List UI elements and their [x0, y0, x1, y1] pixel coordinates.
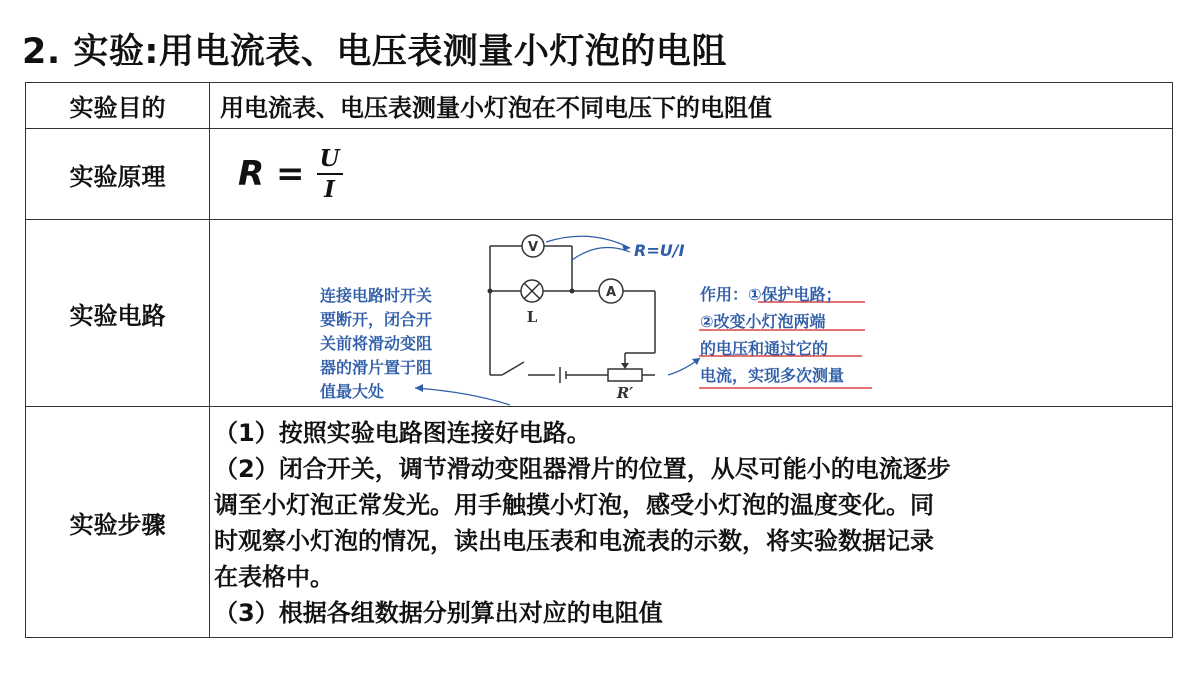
step-line: 在表格中。 — [214, 563, 334, 591]
function-note-line: 的电压和通过它的 — [700, 339, 829, 358]
table-row-principle — [26, 129, 1173, 220]
steps-text — [210, 407, 1172, 637]
steps-cell — [210, 407, 1173, 638]
rheostat-label: R′ — [616, 384, 634, 402]
slider-arrow — [621, 363, 629, 369]
page-title: 2. 实验:用电流表、电压表测量小灯泡的电阻 — [22, 32, 727, 72]
formula-lhs: R = — [238, 154, 305, 194]
experiment-table — [25, 82, 1173, 638]
step-line: （2）闭合开关，调节滑动变阻器滑片的位置，从尽可能小的电流逐步 — [214, 455, 951, 483]
wiring-note-line: 要断开，闭合开 — [320, 310, 433, 329]
row-label-circuit: 实验电路 — [26, 220, 210, 407]
purpose-cell — [210, 83, 1173, 129]
rheostat-function-note — [700, 281, 844, 389]
purpose-text: 用电流表、电压表测量小灯泡在不同电压下的电阻值 — [220, 94, 772, 122]
function-note-line: 作用：①保护电路； — [700, 285, 842, 304]
ammeter-label: A — [605, 285, 617, 300]
row-label-purpose: 实验目的 — [26, 83, 210, 129]
formula-fraction — [317, 146, 343, 202]
wiring-note-line: 连接电路时开关 — [320, 286, 433, 305]
function-note-line: 电流，实现多次测量 — [700, 366, 845, 385]
wiring-note-line: 关前将滑动变阻 — [320, 334, 433, 353]
formula-numerator: U — [317, 146, 343, 174]
step-line: 时观察小灯泡的情况，读出电压表和电流表的示数，将实验数据记录 — [214, 527, 934, 555]
step-line: （3）根据各组数据分别算出对应的电阻值 — [214, 599, 663, 627]
function-note-line: ②改变小灯泡两端 — [700, 312, 826, 331]
table-row-circuit — [26, 220, 1173, 407]
table-row-steps — [26, 407, 1173, 638]
voltmeter-label: V — [527, 240, 539, 255]
table-row-purpose — [26, 83, 1173, 129]
wiring-note-line: 器的滑片置于阻 — [320, 358, 433, 377]
formula-annotation: R=U/I — [634, 241, 685, 260]
wiring-note-line: 值最大处 — [320, 382, 385, 401]
step-line: （1）按照实验电路图连接好电路。 — [214, 419, 591, 447]
row-label-principle: 实验原理 — [26, 129, 210, 220]
principle-cell — [210, 129, 1173, 220]
resistance-formula — [210, 146, 1172, 202]
row-label-steps: 实验步骤 — [26, 407, 210, 638]
wiring-note — [320, 284, 432, 404]
formula-denominator: I — [324, 175, 335, 203]
circuit-cell — [210, 220, 1173, 407]
step-line: 调至小灯泡正常发光。用手触摸小灯泡，感受小灯泡的温度变化。同 — [214, 491, 934, 519]
lamp-label: L — [526, 308, 538, 326]
